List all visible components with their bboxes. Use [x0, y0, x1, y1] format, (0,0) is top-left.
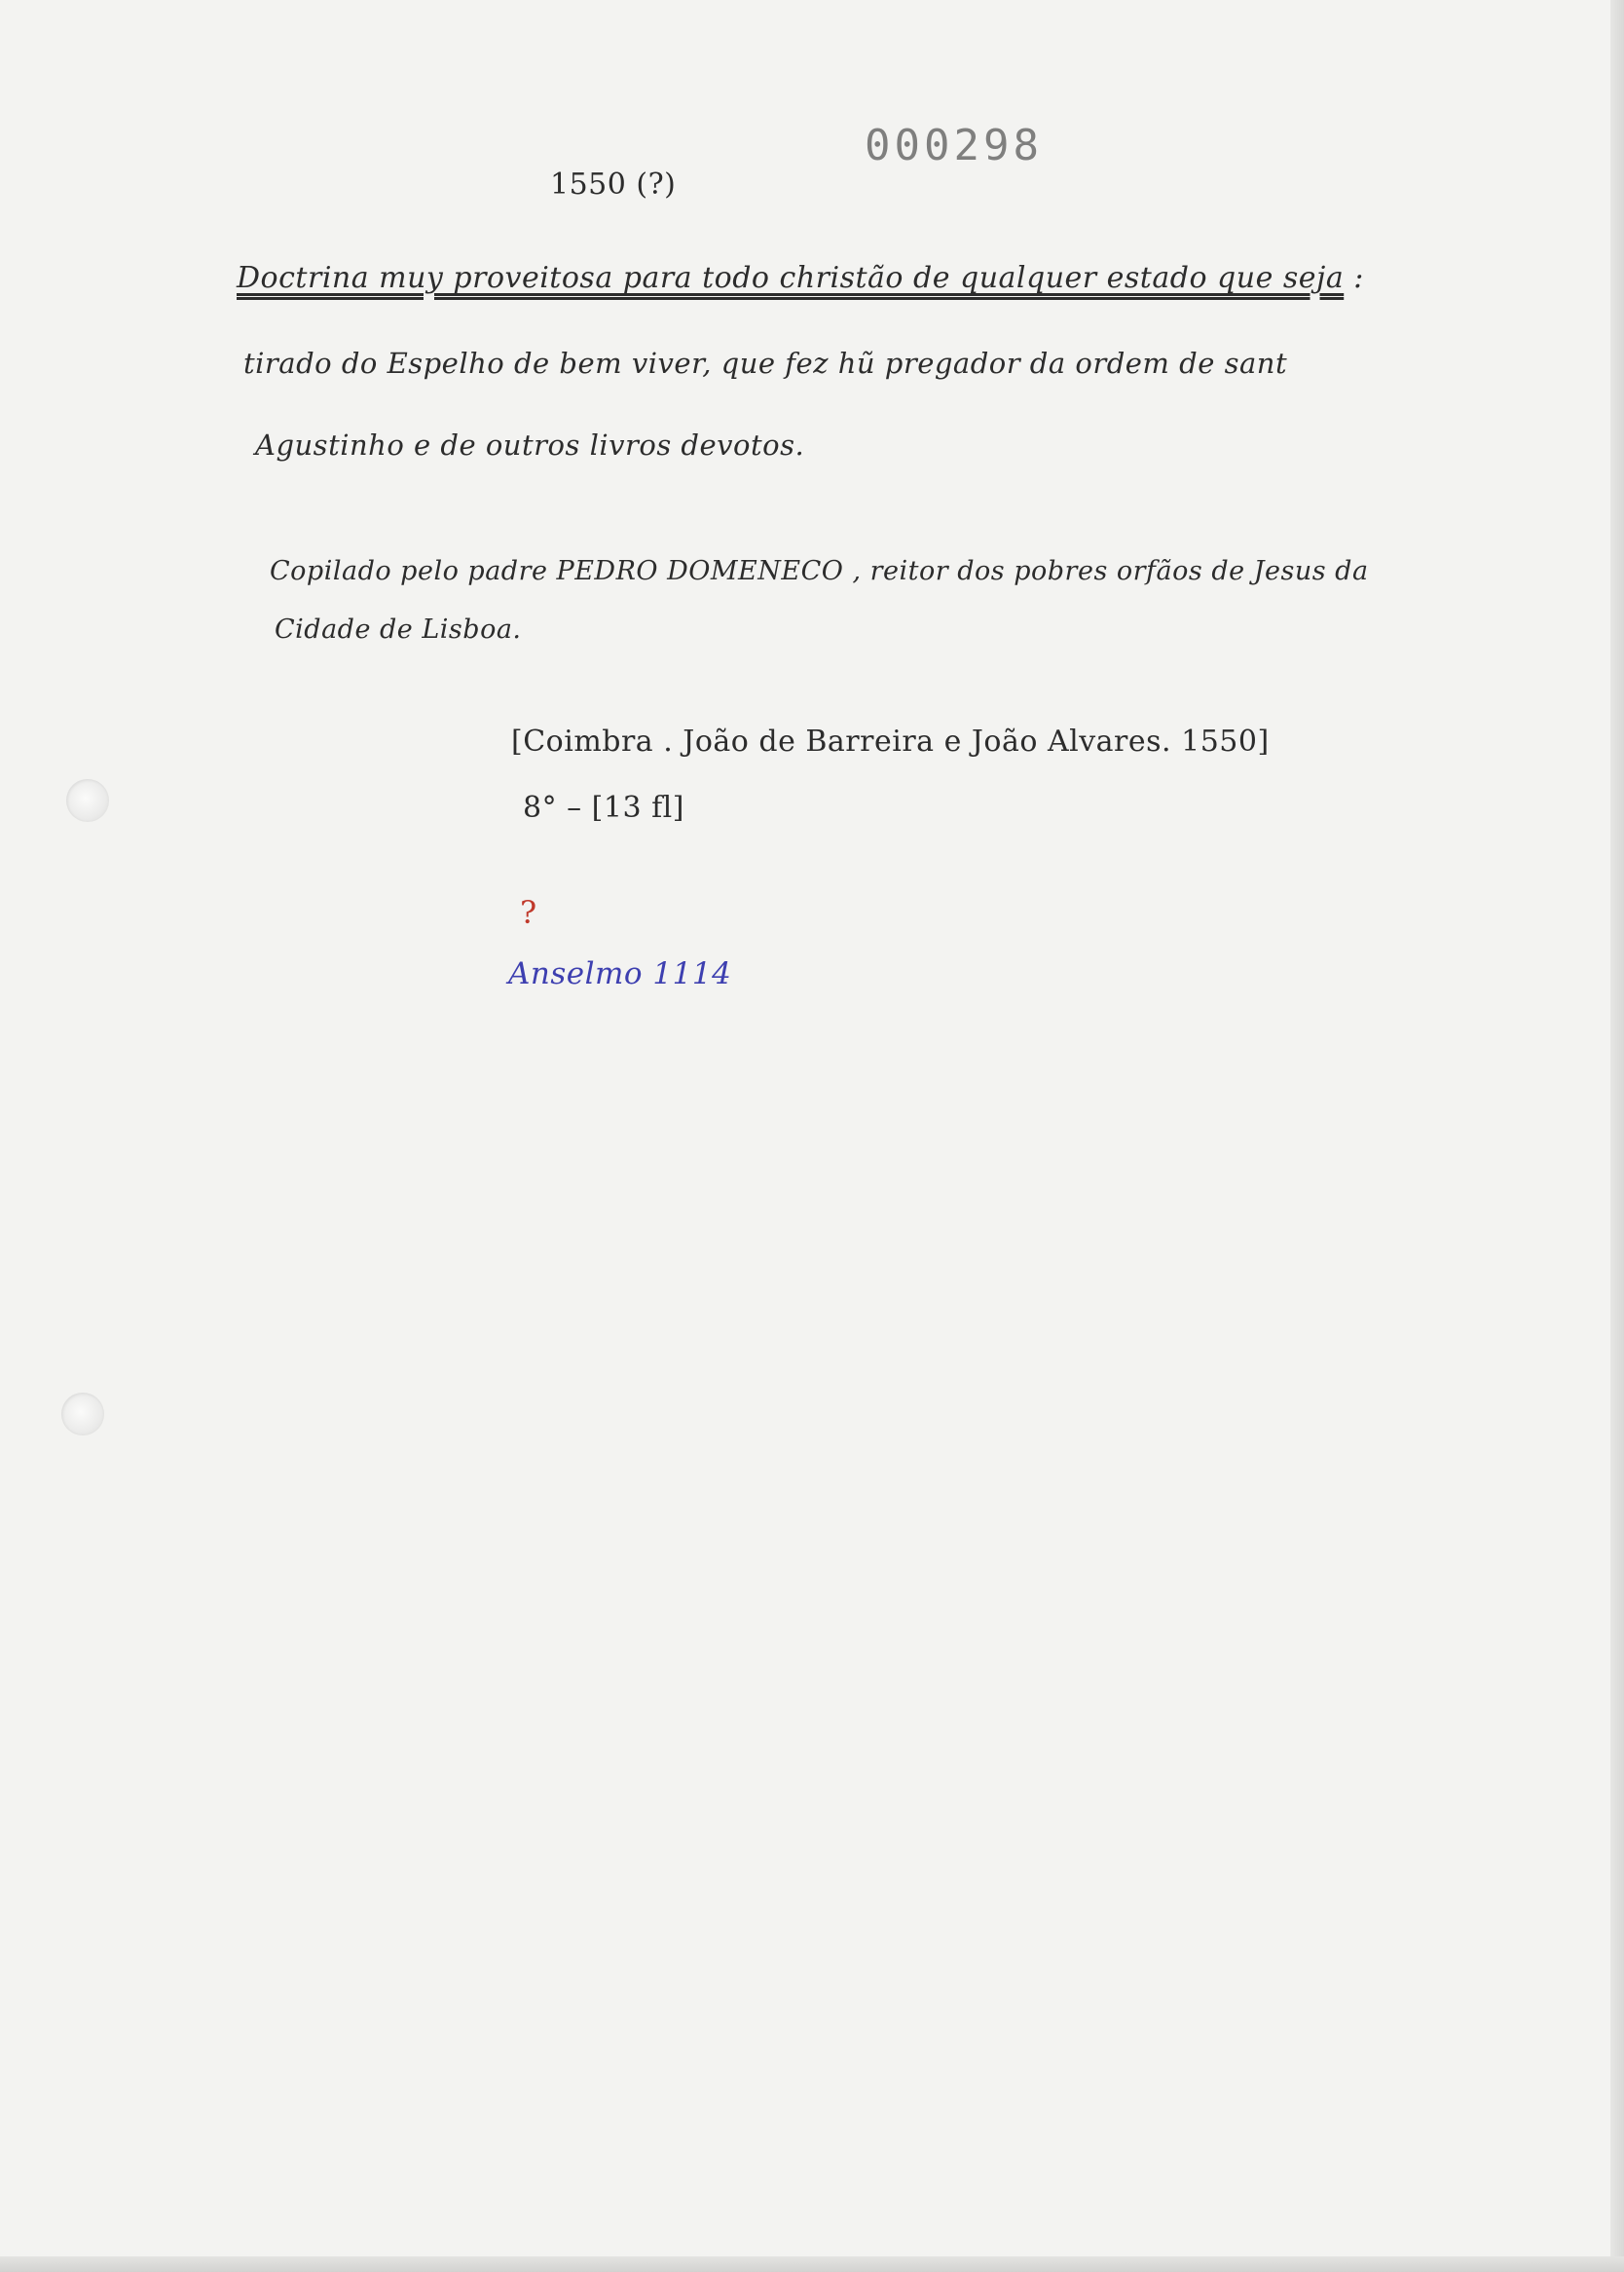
format-line: 8° – [13 fl] [523, 791, 684, 825]
paper-bottom-edge [0, 2256, 1624, 2272]
title-continuation-line: tirado do Espelho de bem viver, que fez hũ pregador da ordem de sant [243, 347, 1288, 380]
imprint-line: [Coimbra . João de Barreira e João Alvares. 1550] [511, 725, 1270, 759]
compiler-line-continued: Cidade de Lisboa. [275, 615, 522, 645]
title-line [237, 261, 1364, 295]
query-mark: ? [520, 894, 537, 931]
title-end-line: Agustinho e de outros livros devotos. [255, 428, 805, 462]
compiler-line: Copilado pelo padre PEDRO DOMENECO , reitor dos pobres orfãos de Jesus da [270, 556, 1369, 586]
date-line: 1550 (?) [550, 168, 677, 202]
punch-hole-upper [66, 779, 109, 822]
reference-note: Anselmo 1114 [508, 956, 732, 991]
paper-right-edge [1610, 0, 1624, 2272]
punch-hole-lower [61, 1393, 104, 1435]
title-text: Doctrina muy proveitosa para todo christão de qualquer estado que seja [237, 261, 1345, 295]
title-punctuation: : [1344, 261, 1364, 295]
stamp-number: 000298 [865, 121, 1043, 170]
